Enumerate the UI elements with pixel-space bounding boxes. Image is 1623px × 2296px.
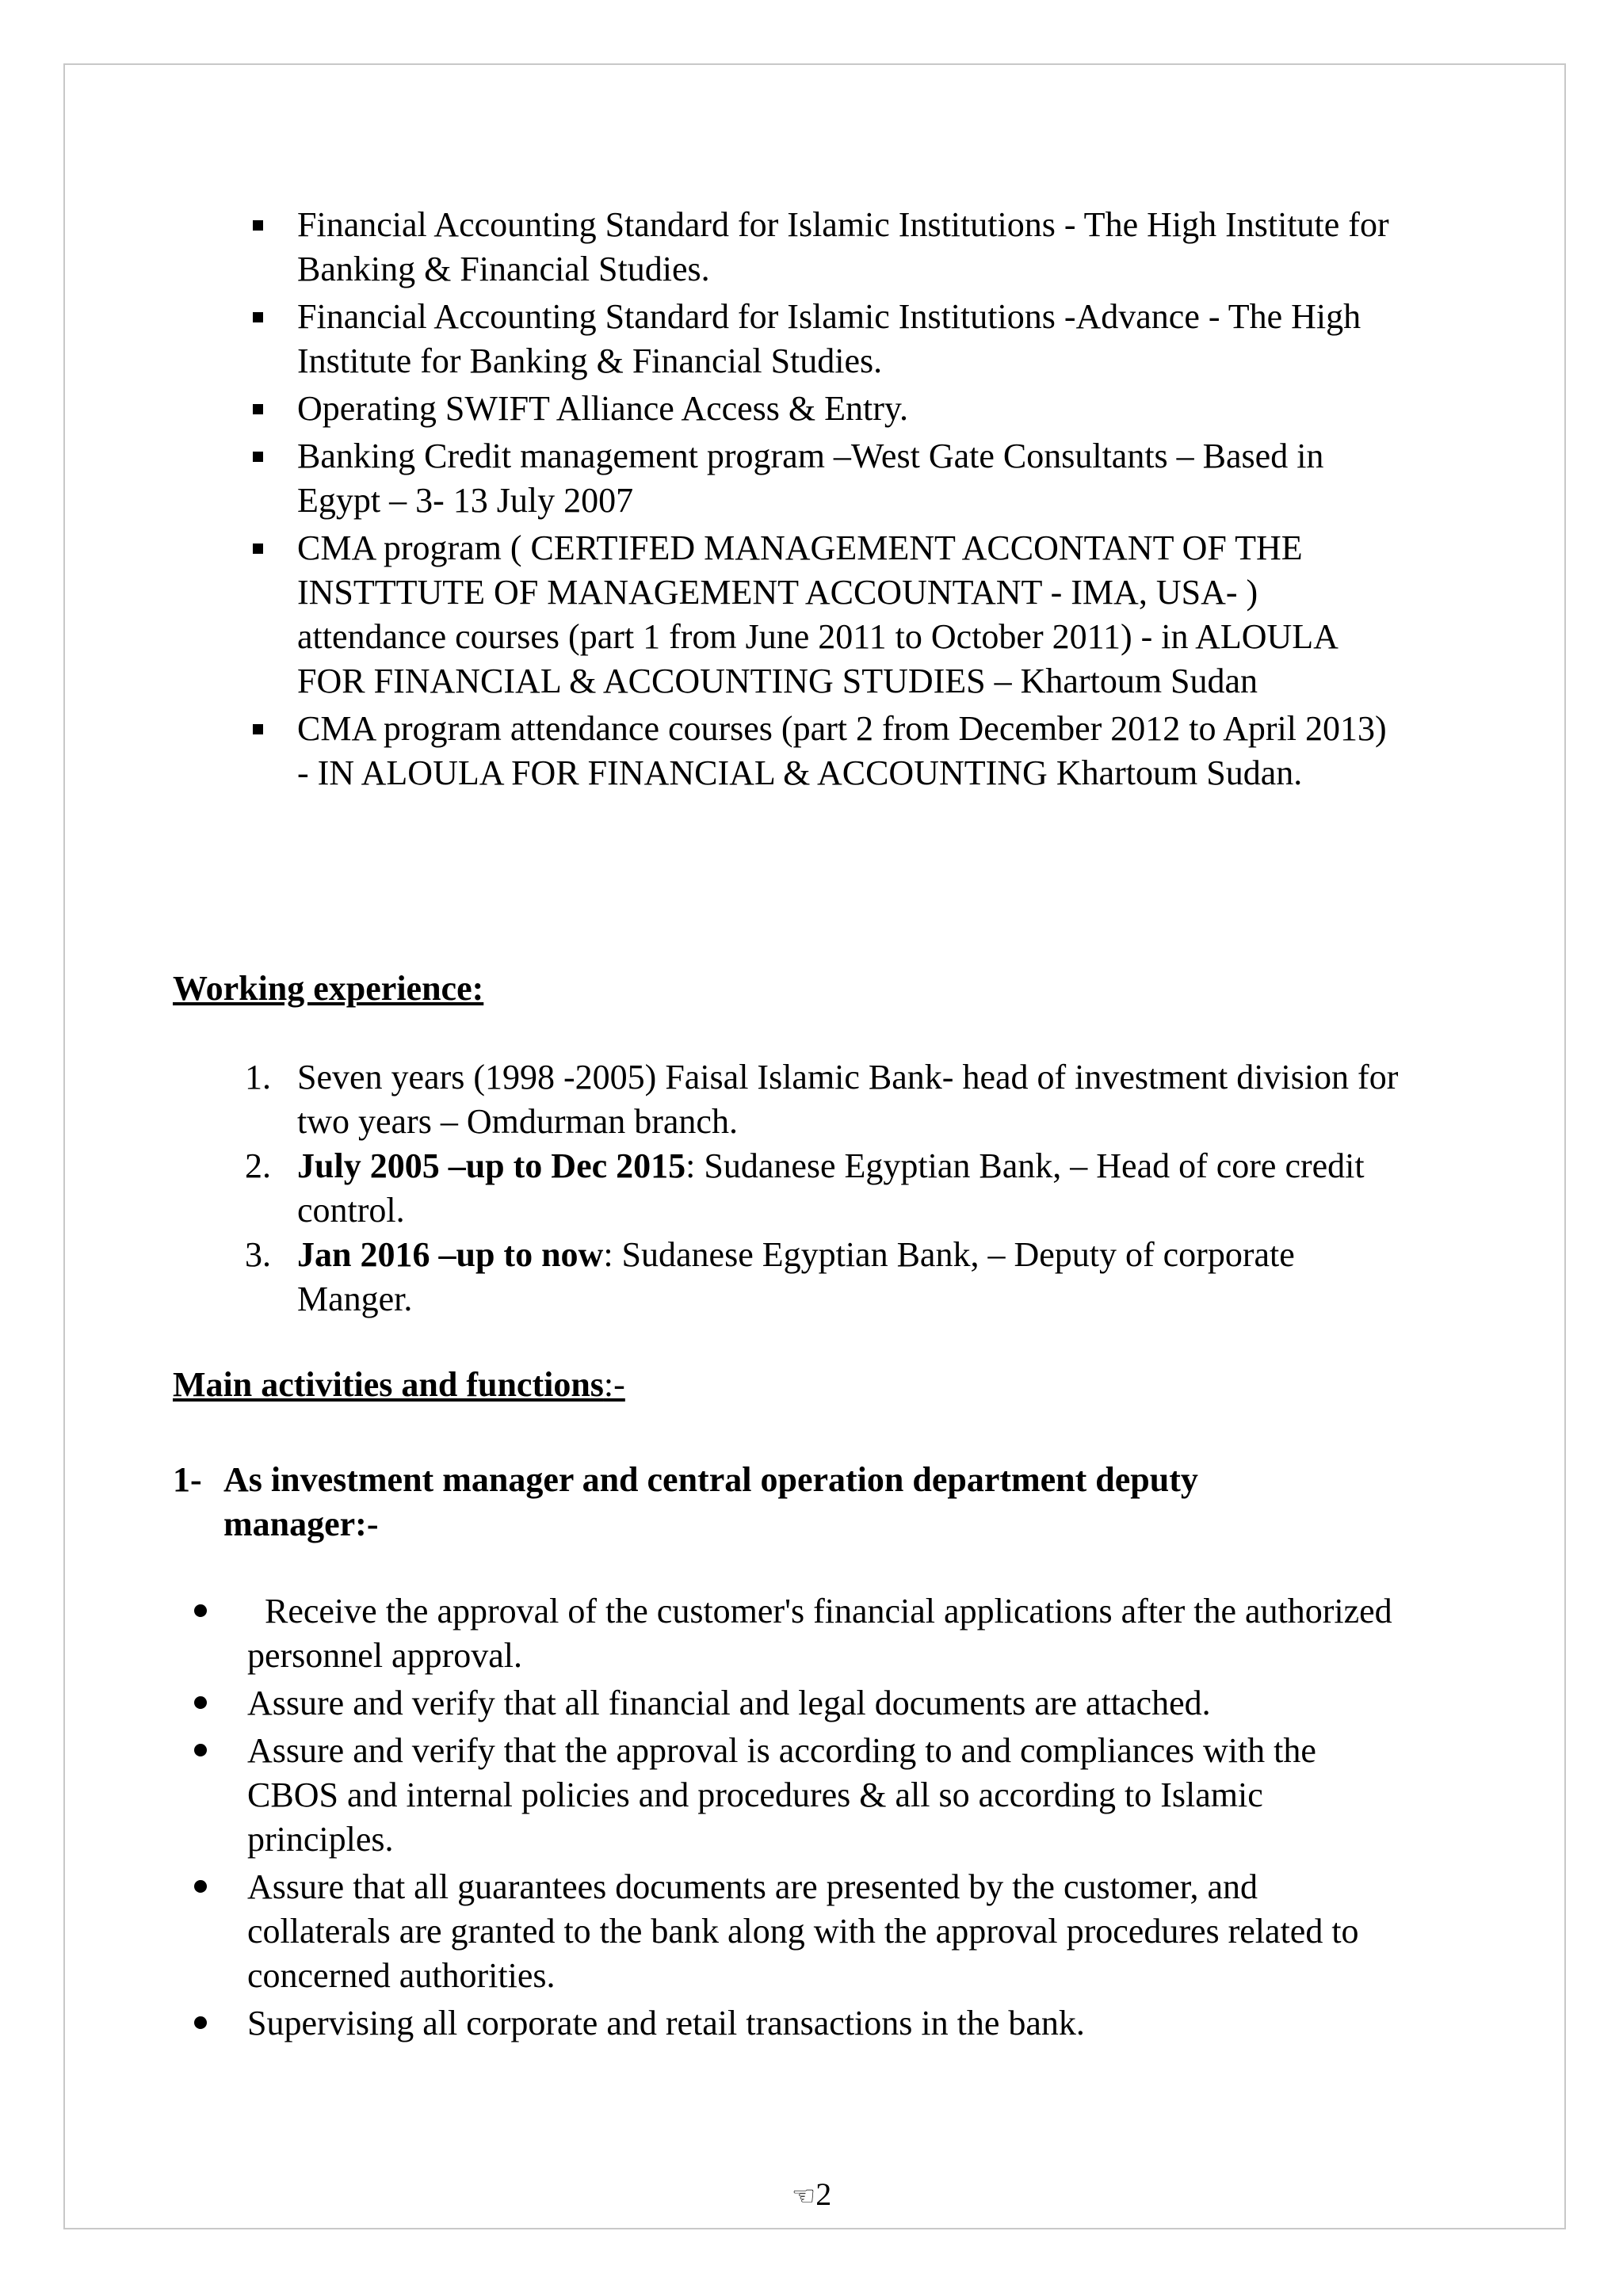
round-bullet-icon [194, 1744, 207, 1756]
course-text: Operating SWIFT Alliance Access & Entry. [297, 389, 909, 428]
main-activities-heading [173, 1363, 625, 1407]
section-heading [173, 1458, 1361, 1547]
item-number: 2. [245, 1146, 271, 1185]
round-bullet-icon [194, 2016, 207, 2029]
duty-text: Assure that all guarantees documents are presented by the customer, and collaterals are granted to the bank along with the approval procedures related to concerned authorities. [247, 1867, 1359, 1995]
round-bullet-icon [194, 1696, 207, 1709]
square-bullet-icon [253, 452, 263, 462]
list-item [247, 1865, 1404, 1998]
duty-text: Assure and verify that all financial and legal documents are attached. [247, 1684, 1211, 1722]
list-item [297, 387, 1407, 431]
section-number: 1- [173, 1460, 202, 1499]
item-bold-text: July 2005 –up to Dec 2015 [297, 1146, 686, 1185]
course-text: CMA program attendance courses (part 2 from December 2012 to April 2013) - IN ALOULA FOR FINANCIAL & ACCOUNTING Khartoum Sudan. [297, 709, 1387, 792]
square-bullet-icon [253, 312, 263, 322]
list-item [247, 1729, 1404, 1862]
page-footer [0, 2175, 1623, 2216]
list-item [245, 1233, 1407, 1322]
list-item [245, 1055, 1407, 1144]
item-text: : Sudanese Egyptian Bank, – Head of core credit control. [297, 1146, 1365, 1230]
course-text: Banking Credit management program –West Gate Consultants – Based in Egypt – 3- 13 July 2007 [297, 437, 1324, 520]
pointing-hand-icon: ☜ [791, 2180, 816, 2212]
section-title: As investment manager and central operation department deputy manager:- [223, 1460, 1198, 1543]
item-number: 3. [245, 1235, 271, 1274]
page-number: 2 [815, 2176, 832, 2212]
main-activities-suffix: :- [603, 1365, 625, 1404]
item-text: : Sudanese Egyptian Bank, – Deputy of corporate Manger. [297, 1235, 1295, 1318]
courses-list [297, 203, 1407, 799]
square-bullet-icon [253, 220, 263, 231]
square-bullet-icon [253, 724, 263, 734]
round-bullet-icon [194, 1604, 207, 1617]
working-experience-heading: Working experience: [173, 969, 484, 1008]
list-item [247, 1589, 1404, 1678]
round-bullet-icon [194, 1880, 207, 1893]
list-item [247, 1681, 1404, 1726]
item-bold-text: Jan 2016 –up to now [297, 1235, 604, 1274]
list-item [297, 526, 1407, 704]
list-item [247, 2001, 1404, 2046]
duty-text: Receive the approval of the customer's financial applications after the authorized personnel approval. [247, 1592, 1392, 1675]
experience-list [245, 1055, 1407, 1322]
square-bullet-icon [253, 404, 263, 414]
item-text: Seven years (1998 -2005) Faisal Islamic Bank- head of investment division for two years – Omdurman branch. [297, 1058, 1399, 1141]
list-item [297, 295, 1407, 383]
duties-list [247, 1589, 1404, 2049]
list-item [297, 203, 1407, 292]
duty-text: Supervising all corporate and retail transactions in the bank. [247, 2004, 1085, 2042]
course-text: Financial Accounting Standard for Islamic Institutions -Advance - The High Institute for Banking & Financial Studies. [297, 297, 1361, 380]
duty-text: Assure and verify that the approval is according to and compliances with the CBOS and internal policies and procedures & all so according to Islamic principles. [247, 1731, 1316, 1859]
main-activities-title: Main activities and functions [173, 1365, 604, 1404]
list-item [245, 1144, 1407, 1233]
course-text: CMA program ( CERTIFED MANAGEMENT ACCONTANT OF THE INSTTTUTE OF MANAGEMENT ACCOUNTANT - IMA, USA- ) attendance courses (part 1 from June 2011 to October 2011) - in ALOULA FOR FINANCIAL & ACCOUNTING STUDIES – Khartoum Sudan [297, 528, 1337, 700]
square-bullet-icon [253, 543, 263, 554]
item-number: 1. [245, 1058, 271, 1097]
list-item [297, 707, 1407, 795]
course-text: Financial Accounting Standard for Islamic Institutions - The High Institute for Banking & Financial Studies. [297, 205, 1389, 288]
list-item [297, 434, 1407, 523]
